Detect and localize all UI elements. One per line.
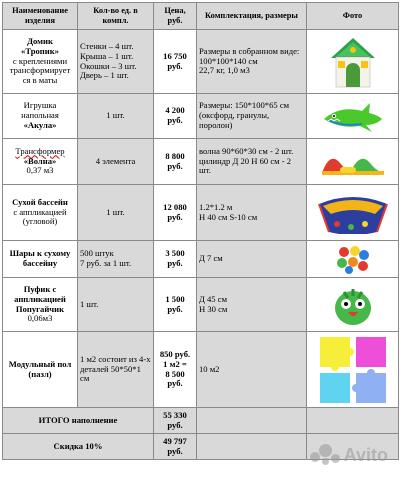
- row-qty: [78, 241, 154, 278]
- row-name: [3, 94, 78, 139]
- name-line: Трансформер: [15, 145, 65, 156]
- row-name: [3, 332, 78, 408]
- price-line: руб.: [167, 115, 183, 125]
- spec-line: волна 90*60*30 см - 2 шт.: [199, 145, 294, 156]
- header-photo: Фото: [307, 3, 399, 30]
- name-line: Попугайчик: [15, 303, 65, 314]
- row-qty: [78, 278, 154, 332]
- price-line: руб.: [167, 378, 183, 389]
- row-spec: [197, 241, 307, 278]
- spec-line: Н 30 см: [199, 303, 228, 314]
- total-label: ИТОГО наполнение: [3, 408, 154, 434]
- corner-pool-icon: [307, 185, 399, 241]
- empty-cell: [307, 408, 399, 434]
- name-line: Домик: [27, 35, 53, 46]
- spec-line: 22,7 кг, 1,0 м3: [199, 65, 250, 76]
- row-qty: [78, 94, 154, 139]
- row-spec: [197, 185, 307, 241]
- name-line: с креплениями трансформирует ся в маты: [9, 55, 71, 86]
- qty-line: 500 штук: [80, 248, 114, 259]
- qty-line: 1 шт.: [106, 206, 125, 217]
- empty-cell: [197, 408, 307, 434]
- price-line: руб.: [167, 160, 183, 171]
- spec-line: Д 7 см: [199, 253, 223, 264]
- parrot-pouf-icon: [307, 278, 399, 332]
- price-line: 8 800: [165, 150, 185, 161]
- qty-line: 7 руб. за 1 шт.: [80, 258, 132, 268]
- table-row: [3, 241, 399, 278]
- qty-line: 4 элемента: [95, 155, 136, 166]
- qty-line: 1 м2 состоит из 4-х деталей 50*50*1 см: [80, 353, 151, 384]
- total-line: руб.: [167, 445, 183, 456]
- row-name: [3, 185, 78, 241]
- row-price: [154, 139, 197, 185]
- row-name: [3, 30, 78, 94]
- price-line: руб.: [167, 258, 183, 268]
- header-qty: Кол-во ед. в компл.: [78, 3, 154, 30]
- price-line: 16 750: [163, 50, 187, 61]
- name-line: 0,37 м3: [26, 165, 54, 176]
- table-row: [3, 94, 399, 139]
- qty-line: Крыша – 1 шт.: [80, 50, 134, 61]
- price-line: 1 500: [165, 293, 185, 304]
- table-row: [3, 185, 399, 241]
- row-qty: [78, 139, 154, 185]
- spec-line: Размеры: 150*100*65 см (оксфорд, гранулы, поролон): [199, 100, 290, 130]
- table-row: [3, 332, 399, 408]
- name-line: с аппликацией (угловой): [13, 206, 67, 227]
- table-row: [3, 278, 399, 332]
- playhouse-icon: [307, 30, 399, 94]
- row-spec: [197, 332, 307, 408]
- price-line: 3 500: [165, 248, 185, 259]
- price-table: [2, 2, 399, 460]
- avito-logo-icon: [310, 444, 340, 466]
- discount-value: [154, 434, 197, 460]
- qty-line: Окошки – 3 шт.: [80, 60, 137, 71]
- qty-line: Дверь – 1 шт.: [80, 70, 129, 81]
- header-price: Цена, руб.: [154, 3, 197, 30]
- row-name: [3, 139, 78, 185]
- discount-label: Скидка 10%: [3, 434, 154, 460]
- price-line: 850 руб.: [159, 348, 191, 359]
- total-value: [154, 408, 197, 434]
- name-line: «Акула»: [23, 119, 57, 130]
- row-price: [154, 94, 197, 139]
- total-line: 55 330: [163, 409, 187, 420]
- row-price: [154, 30, 197, 94]
- name-line: Пуфик с аппликацией: [14, 283, 66, 304]
- spec-line: Размеры в собранном виде: 100*100*140 см: [199, 45, 300, 66]
- qty-line: 1 шт.: [106, 110, 125, 121]
- table-row: [3, 139, 399, 185]
- row-spec: [197, 94, 307, 139]
- header-spec: Комплектация, размеры: [197, 3, 307, 30]
- price-line: руб.: [167, 303, 183, 314]
- spec-line: 1.2*1.2 м: [199, 201, 233, 212]
- price-line: руб.: [167, 60, 183, 71]
- spec-line: Д 45 см: [199, 293, 228, 304]
- table-row: [3, 408, 399, 434]
- row-price: [154, 241, 197, 278]
- name-line: Шары к сухому бассейну: [9, 248, 71, 268]
- row-spec: [197, 30, 307, 94]
- header-name: Наименование изделия: [3, 3, 78, 30]
- puzzle-floor-icon: [307, 332, 399, 408]
- name-line: Модульный пол (пазл): [8, 358, 72, 379]
- spec-line: цилиндр Д 20 Н 60 см - 2 шт.: [199, 155, 292, 176]
- name-line: Сухой бассейн: [12, 196, 68, 207]
- name-line: Игрушка напольная: [21, 100, 59, 121]
- watermark: [310, 444, 388, 466]
- row-qty: [78, 332, 154, 408]
- empty-cell: [197, 434, 307, 460]
- total-line: руб.: [167, 419, 183, 430]
- shark-toy-icon: [307, 94, 399, 139]
- balls-icon: [307, 241, 399, 278]
- row-price: [154, 185, 197, 241]
- qty-line: Стенки – 4 шт.: [80, 40, 134, 51]
- row-price: [154, 278, 197, 332]
- price-line: 12 080: [163, 201, 187, 212]
- table-header-row: [3, 3, 399, 30]
- row-name: [3, 241, 78, 278]
- spec-line: Н 40 см S-10 см: [199, 211, 258, 222]
- spec-line: 10 м2: [199, 363, 220, 374]
- price-line: 4 200: [165, 105, 185, 116]
- name-line: 0,06м3: [27, 313, 53, 324]
- price-line: руб.: [167, 211, 183, 222]
- watermark-text: Avito: [343, 444, 388, 465]
- row-price: [154, 332, 197, 408]
- table-row: [3, 30, 399, 94]
- name-line: «Волна»: [23, 155, 57, 166]
- price-line: 8 500: [165, 368, 185, 379]
- row-qty: [78, 30, 154, 94]
- row-spec: [197, 278, 307, 332]
- row-qty: [78, 185, 154, 241]
- price-line: 1 м2 =: [163, 358, 187, 369]
- row-spec: [197, 139, 307, 185]
- total-line: 49 797: [163, 435, 187, 446]
- qty-line: 1 шт.: [80, 298, 99, 309]
- row-name: [3, 278, 78, 332]
- name-line: «Тропик»: [21, 45, 59, 56]
- wave-transformer-icon: [307, 139, 399, 185]
